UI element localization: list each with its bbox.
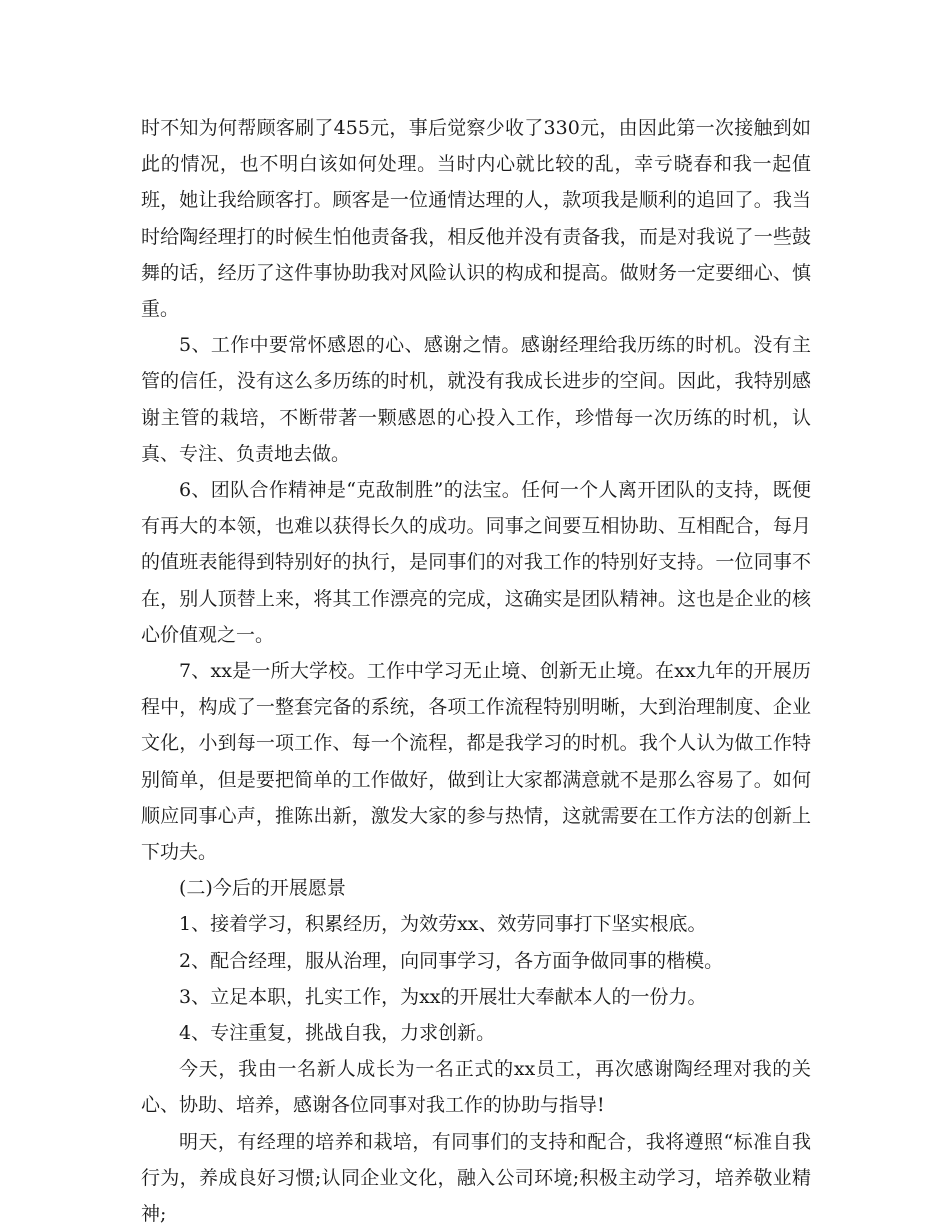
paragraph-item-5: 5、工作中要常怀感恩的心、感谢之情。感谢经理给我历练的时机。没有主管的信任，没有这么多历练的时机，就没有我成长进步的空间。因此，我特别感谢主管的栽培，不断带著一颗感恩的心投入工作，珍惜每一次历练的时机，认真、专注、负责地去做。 — [141, 334, 811, 465]
list-item-2: 2、配合经理，服从治理，向同事学习，各方面争做同事的楷模。 — [179, 949, 724, 972]
list-item-4: 4、专注重复，挑战自我，力求创新。 — [179, 1022, 496, 1045]
paragraph-continued: 时不知为何帮顾客刷了455元，事后觉察少收了330元，由因此第一次接触到如此的情况，也不明白该如何处理。当时内心就比较的乱，幸亏晓春和我一起值班，她让我给顾客打。顾客是一位通情达理的人，款项我是顺利的追回了。我当时给陶经理打的时候生怕他责备我，相反他并没有责备我，而是对我说了一些鼓舞的话，经历了这件事协助我对风险认识的构成和提高。做财务一定要细心、慎重。 — [141, 117, 811, 321]
paragraph-item-7: 7、xx是一所大学校。工作中学习无止境、创新无止境。在xx九年的开展历程中，构成了一整套完备的系统，各项工作流程特别明晰，大到治理制度、企业文化，小到每一项工作、每一个流程，都是我学习的时机。我个人认为做工作特别简单，但是要把简单的工作做好，做到让大家都满意就不是那么容易了。如何顺应同事心声，推陈出新，激发大家的参与热情，这就需要在工作方法的创新上下功夫。 — [141, 660, 811, 864]
paragraph-today: 今天，我由一名新人成长为一名正式的xx员工，再次感谢陶经理对我的关心、协助、培养，感谢各位同事对我工作的协助与指导! — [141, 1058, 811, 1117]
paragraph-item-6: 6、团队合作精神是“克敌制胜”的法宝。任何一个人离开团队的支持，既便有再大的本领，也难以获得长久的成功。同事之间要互相协助、互相配合，每月的值班表能得到特别好的执行，是同事们的对我工作的特别好支持。一位同事不在，别人顶替上来，将其工作漂亮的完成，这确实是团队精神。这也是企业的核心价值观之一。 — [141, 479, 811, 646]
list-item-3: 3、立足本职，扎实工作，为xx的开展壮大奉献本人的一份力。 — [179, 985, 707, 1008]
paragraph-tomorrow: 明天，有经理的培养和栽培，有同事们的支持和配合，我将遵照“标准自我行为，养成良好习惯;认同企业文化，融入公司环境;积极主动学习，培养敬业精神; — [141, 1130, 811, 1226]
list-item-1: 1、接着学习，积累经历，为效劳xx、效劳同事打下坚实根底。 — [179, 913, 707, 936]
section-heading: (二)今后的开展愿景 — [179, 877, 346, 900]
document-body — [141, 110, 811, 1232]
